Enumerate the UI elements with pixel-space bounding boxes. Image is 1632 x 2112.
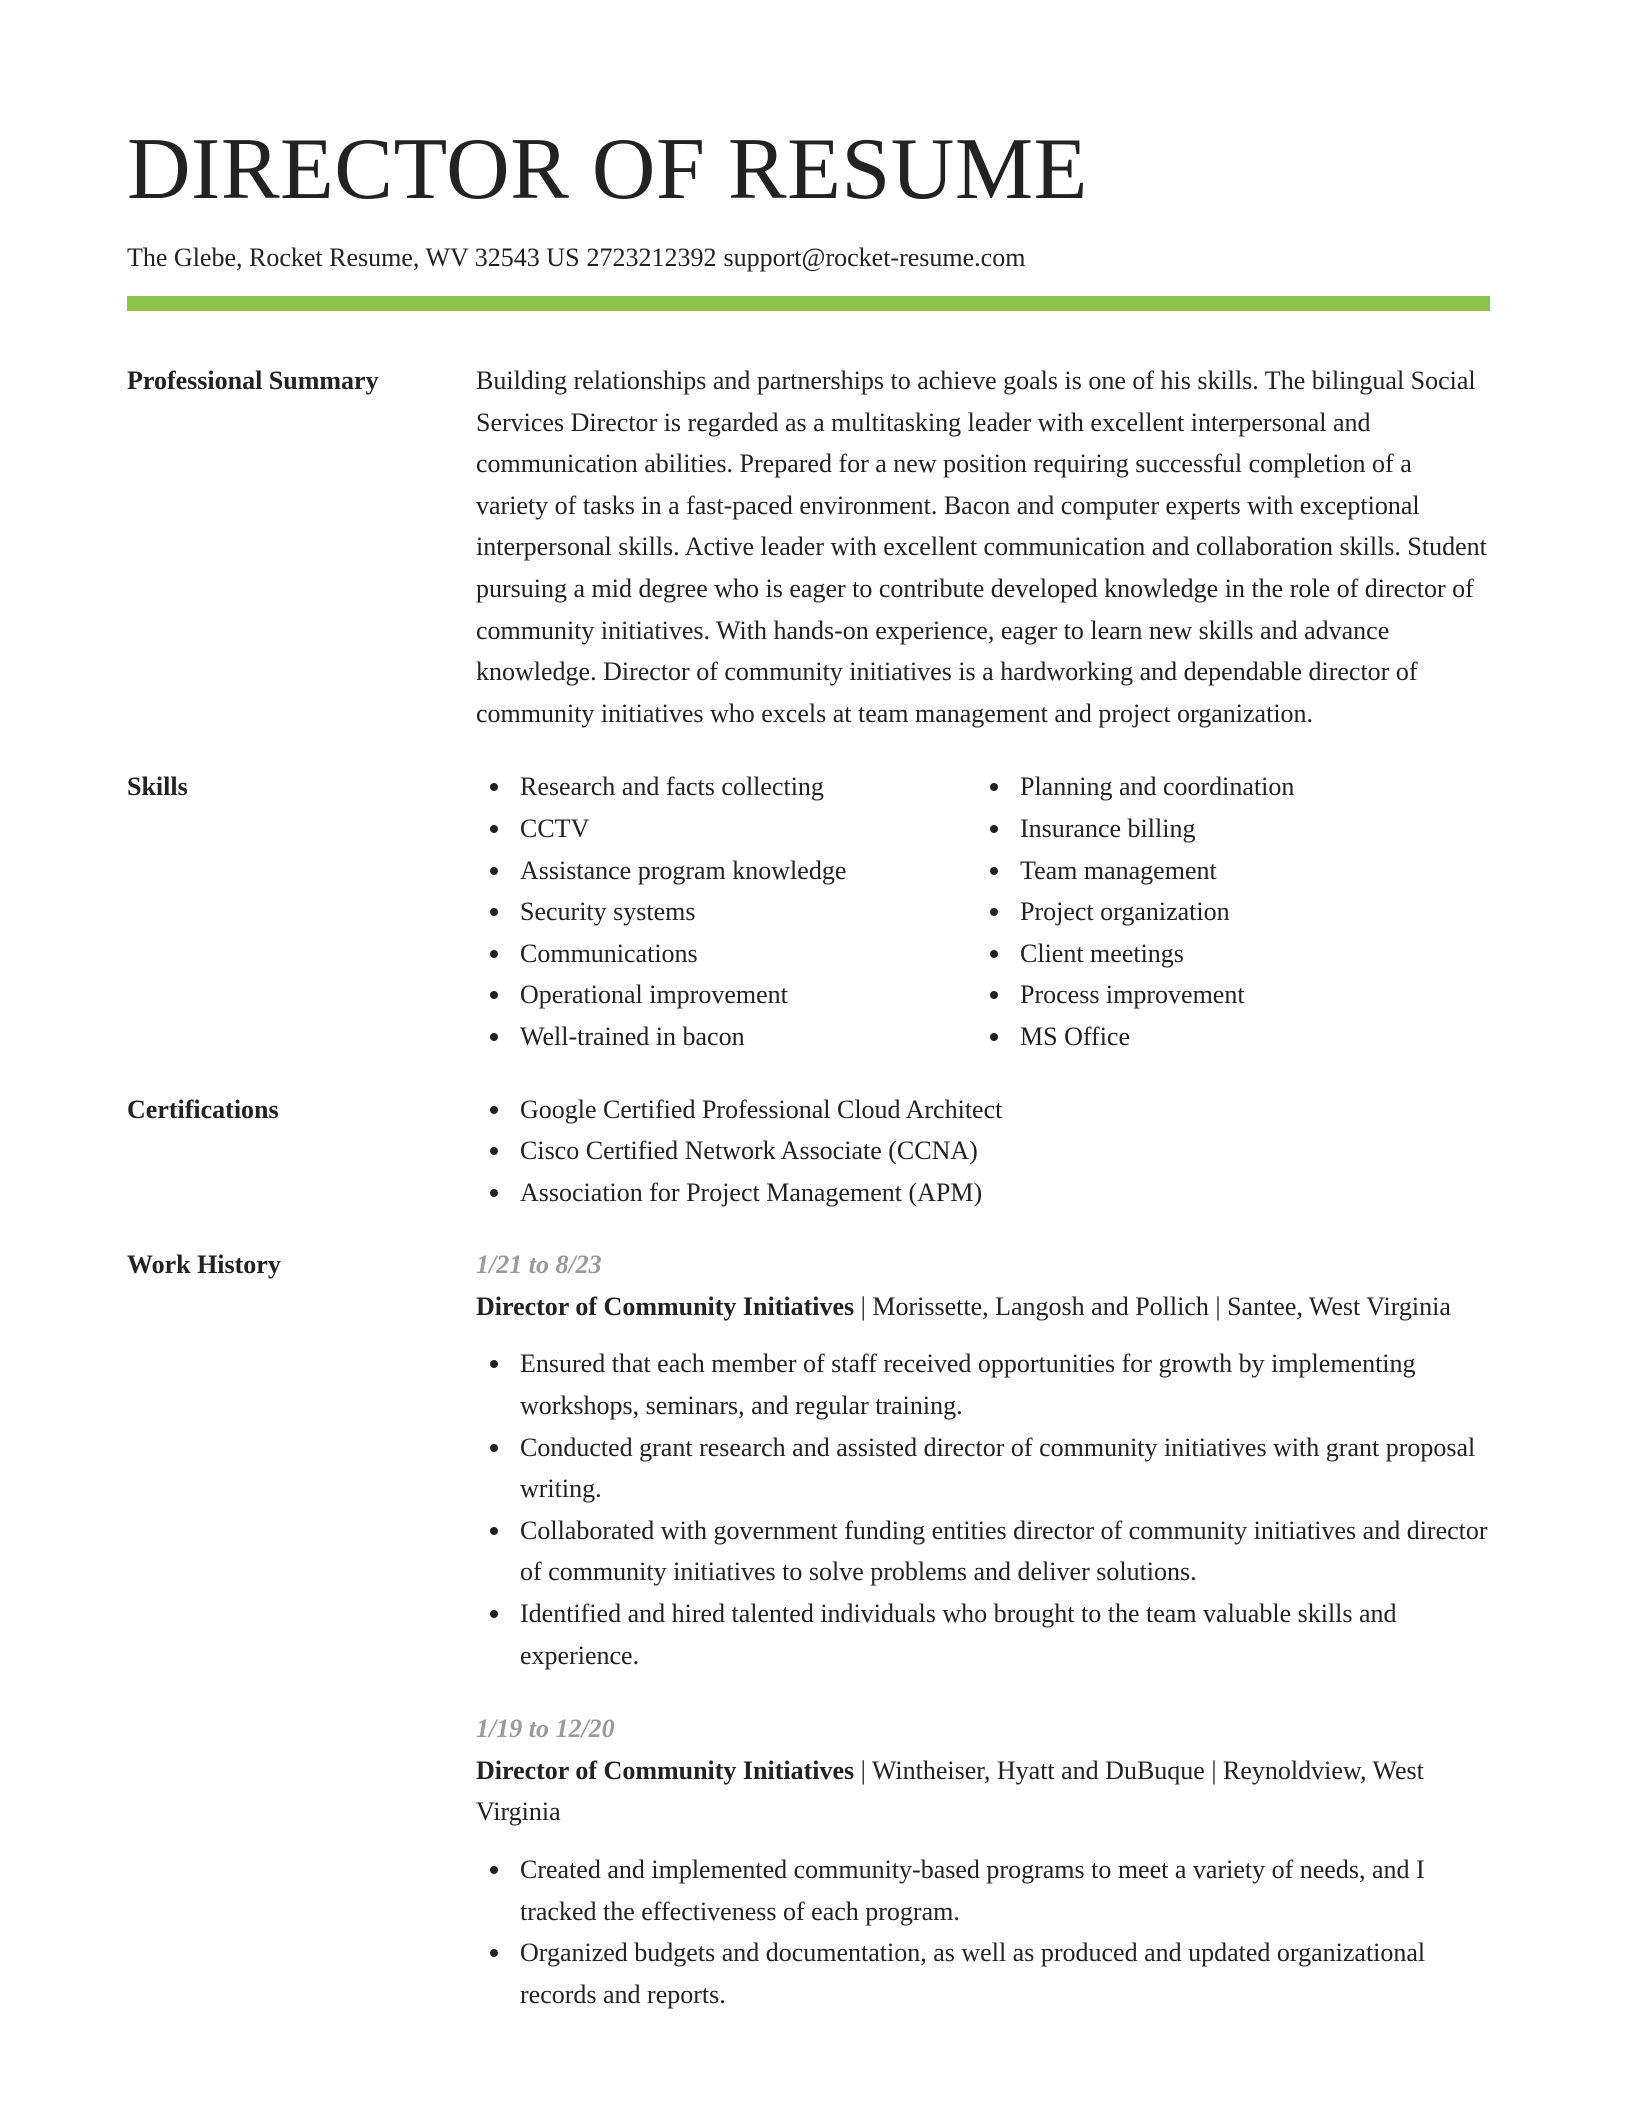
contact-email: support@rocket-resume.com (723, 243, 1026, 272)
certification-item: Association for Project Management (APM) (476, 1172, 1490, 1214)
skill-item: Assistance program knowledge (476, 850, 976, 892)
header-divider (127, 296, 1490, 311)
job-bullet: Created and implemented community-based programs to meet a variety of needs, and I tracked the effectiveness of each program. (476, 1849, 1490, 1932)
skills-list-left (476, 766, 976, 1057)
professional-summary-section (127, 360, 1490, 734)
skills-list-right (976, 766, 1476, 1057)
job-bullet: Ensured that each member of staff received opportunities for growth by implementing workshops, seminars, and regular training. (476, 1343, 1490, 1426)
contact-address: The Glebe, Rocket Resume, WV 32543 US (127, 243, 580, 272)
certifications-body (476, 1089, 1490, 1214)
skill-item: Team management (976, 850, 1476, 892)
skill-item: Client meetings (976, 933, 1476, 975)
job-entry (476, 1708, 1490, 2015)
certification-item: Cisco Certified Network Associate (CCNA) (476, 1130, 1490, 1172)
skill-item: Planning and coordination (976, 766, 1476, 808)
job-title: Director of Community Initiatives (476, 1755, 855, 1785)
summary-text: Building relationships and partnerships to achieve goals is one of his skills. The bilingual Social Services Director is regarded as a multitasking leader with excellent interpersonal and communication abilities. Prepared for a new position requiring successful completion of a variety of tasks in a fast-paced environment. Bacon and computer experts with exceptional interpersonal skills. Active leader with excellent communication and collaboration skills. Student pursuing a mid degree who is eager to contribute developed knowledge in the role of director of community initiatives. With hands-on experience, eager to learn new skills and advance knowledge. Director of community initiatives is a hardworking and dependable director of community initiatives who excels at team management and project organization. (476, 366, 1487, 728)
skills-section (127, 766, 1490, 1057)
job-title: Director of Community Initiatives (476, 1291, 855, 1321)
job-bullet: Conducted grant research and assisted director of community initiatives with grant proposal writing. (476, 1427, 1490, 1510)
skills-grid (476, 766, 1490, 1057)
job-title-line (476, 1286, 1490, 1328)
skill-item: MS Office (976, 1016, 1476, 1058)
job-bullet: Collaborated with government funding entities director of community initiatives and director of community initiatives to solve problems and deliver solutions. (476, 1510, 1490, 1593)
contact-phone: 2723212392 (586, 243, 717, 272)
job-title-line (476, 1750, 1490, 1833)
skill-item: Research and facts collecting (476, 766, 976, 808)
skill-item: Well-trained in bacon (476, 1016, 976, 1058)
job-entry (476, 1244, 1490, 1676)
work-history-section (127, 1244, 1490, 2015)
section-heading: Certifications (127, 1094, 279, 1124)
skill-item: Project organization (976, 891, 1476, 933)
skill-item: Process improvement (976, 974, 1476, 1016)
work-history-body (476, 1244, 1490, 2015)
skill-item: Communications (476, 933, 976, 975)
candidate-name: DIRECTOR OF RESUME (127, 121, 1088, 218)
section-heading: Work History (127, 1250, 281, 1280)
resume-page (127, 120, 1490, 2015)
job-employer-location: | Morissette, Langosh and Pollich | Santee, West Virginia (854, 1291, 1451, 1321)
job-dates: 1/19 to 12/20 (476, 1714, 615, 1744)
job-employer-location: | Wintheiser, Hyatt and DuBuque | Reynoldview, West Virginia (476, 1755, 1424, 1827)
resume-header (127, 120, 1490, 311)
skill-item: Insurance billing (976, 808, 1476, 850)
skill-item: CCTV (476, 808, 976, 850)
skill-item: Security systems (476, 891, 976, 933)
section-heading: Skills (127, 772, 188, 802)
job-bullet: Organized budgets and documentation, as well as produced and updated organizational records and reports. (476, 1932, 1490, 2015)
certification-item: Google Certified Professional Cloud Architect (476, 1089, 1490, 1131)
contact-line (127, 242, 1490, 274)
certifications-section (127, 1089, 1490, 1214)
section-heading: Professional Summary (127, 366, 379, 395)
job-dates: 1/21 to 8/23 (476, 1250, 602, 1280)
skill-item: Operational improvement (476, 974, 976, 1016)
job-bullets (476, 1343, 1490, 1676)
job-bullet: Identified and hired talented individuals who brought to the team valuable skills and experience. (476, 1593, 1490, 1676)
job-bullets (476, 1849, 1490, 2015)
certifications-list (476, 1089, 1490, 1214)
